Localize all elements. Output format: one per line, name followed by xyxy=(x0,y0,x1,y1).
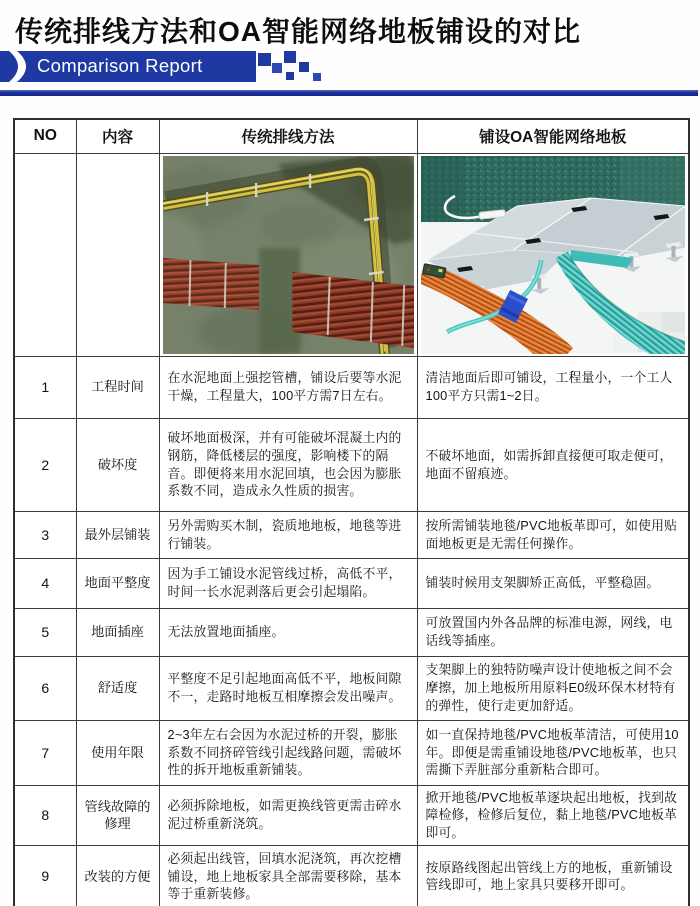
table-row xyxy=(14,558,689,608)
row-oa: 如一直保持地毯/PVC地板革清洁，可使用10年。即便是需重铺设地毯/PVC地板革，也只需撕下弄脏部分重新粘合即可。 xyxy=(417,720,689,785)
table-row xyxy=(14,608,689,656)
photo-row xyxy=(14,153,689,356)
row-item: 工程时间 xyxy=(76,356,159,418)
row-item: 地面插座 xyxy=(76,608,159,656)
table-row xyxy=(14,356,689,418)
banner-label: Comparison Report xyxy=(37,55,203,76)
row-item: 改装的方便 xyxy=(76,846,159,906)
table-row xyxy=(14,418,689,511)
row-traditional: 平整度不足引起地面高低不平，地板间隙不一，走路时地板互相摩擦会发出噪声。 xyxy=(159,656,417,720)
row-oa: 可放置国内外各品牌的标准电源，网线，电话线等插座。 xyxy=(417,608,689,656)
traditional-photo-cell xyxy=(159,153,417,356)
row-item: 地面平整度 xyxy=(76,558,159,608)
row-no: 3 xyxy=(14,511,76,558)
row-item: 破坏度 xyxy=(76,418,159,511)
row-oa: 清洁地面后即可铺设，工程量小，一个工人100平方只需1~2日。 xyxy=(417,356,689,418)
col-header-oa-floor: 铺设OA智能网络地板 xyxy=(417,119,689,153)
row-item: 使用年限 xyxy=(76,720,159,785)
table-row xyxy=(14,656,689,720)
comparison-table xyxy=(13,118,690,906)
row-no: 1 xyxy=(14,356,76,418)
col-header-item: 内容 xyxy=(76,119,159,153)
table-row xyxy=(14,785,689,846)
row-traditional: 必须起出线管，回填水泥浇筑，再次挖槽铺设，地上地板家具全部需要移除，基本等于重新装修。 xyxy=(159,846,417,906)
row-item: 管线故障的修理 xyxy=(76,785,159,846)
row-no: 7 xyxy=(14,720,76,785)
page-title: 传统排线方法和OA智能网络地板铺设的对比 xyxy=(15,16,582,47)
row-oa: 按原路线图起出管线上方的地板，重新铺设管线即可，地上家具只要移开即可。 xyxy=(417,846,689,906)
oa-raised-floor-cabling-photo xyxy=(421,156,686,354)
row-no: 9 xyxy=(14,846,76,906)
row-traditional: 2~3年左右会因为水泥过桥的开裂，膨胀系数不同挤碎管线引起线路问题，需破坏性的拆开地板重新铺装。 xyxy=(159,720,417,785)
row-item: 最外层铺装 xyxy=(76,511,159,558)
row-no: 5 xyxy=(14,608,76,656)
col-header-traditional: 传统排线方法 xyxy=(159,119,417,153)
row-oa: 按所需铺装地毯/PVC地板革即可，如使用贴面地板更是无需任何操作。 xyxy=(417,511,689,558)
table-row xyxy=(14,511,689,558)
row-traditional: 在水泥地面上强挖管槽，铺设后要等水泥干燥，工程量大，100平方需7日左右。 xyxy=(159,356,417,418)
row-oa: 铺装时候用支架脚矫正高低，平整稳固。 xyxy=(417,558,689,608)
table-row xyxy=(14,846,689,906)
row-oa: 掀开地毯/PVC地板革逐块起出地板，找到故障检修，检修后复位，黏上地毯/PVC地板革即可。 xyxy=(417,785,689,846)
comparison-report-banner xyxy=(0,51,340,82)
row-no: 6 xyxy=(14,656,76,720)
row-traditional: 无法放置地面插座。 xyxy=(159,608,417,656)
oa-floor-photo-cell xyxy=(417,153,689,356)
photo-row-no-cell xyxy=(14,153,76,356)
table-header-row xyxy=(14,119,689,153)
table-row xyxy=(14,720,689,785)
blue-divider-stripe xyxy=(0,90,698,96)
row-oa: 支架脚上的独特防噪声设计使地板之间不会摩擦，加上地板所用原料E0级环保木材特有的弹性，使行走更加舒适。 xyxy=(417,656,689,720)
row-no: 4 xyxy=(14,558,76,608)
row-no: 8 xyxy=(14,785,76,846)
row-traditional: 另外需购买木制，瓷质地地板，地毯等进行铺装。 xyxy=(159,511,417,558)
row-traditional: 破坏地面极深，并有可能破坏混凝土内的钢筋，降低楼层的强度，影响楼下的隔音。即便将来用水泥回填，也会因为膨胀系数不同，造成永久性质的损害。 xyxy=(159,418,417,511)
row-item: 舒适度 xyxy=(76,656,159,720)
row-traditional: 必须拆除地板，如需更换线管更需击碎水泥过桥重新浇筑。 xyxy=(159,785,417,846)
row-no: 2 xyxy=(14,418,76,511)
row-traditional: 因为手工铺设水泥管线过桥，高低不平，时间一长水泥剥落后更会引起塌陷。 xyxy=(159,558,417,608)
col-header-no: NO xyxy=(14,119,76,153)
traditional-wiring-concrete-photo xyxy=(163,156,414,354)
row-oa: 不破坏地面，如需拆卸直接便可取走便可，地面不留痕迹。 xyxy=(417,418,689,511)
photo-row-item-cell xyxy=(76,153,159,356)
